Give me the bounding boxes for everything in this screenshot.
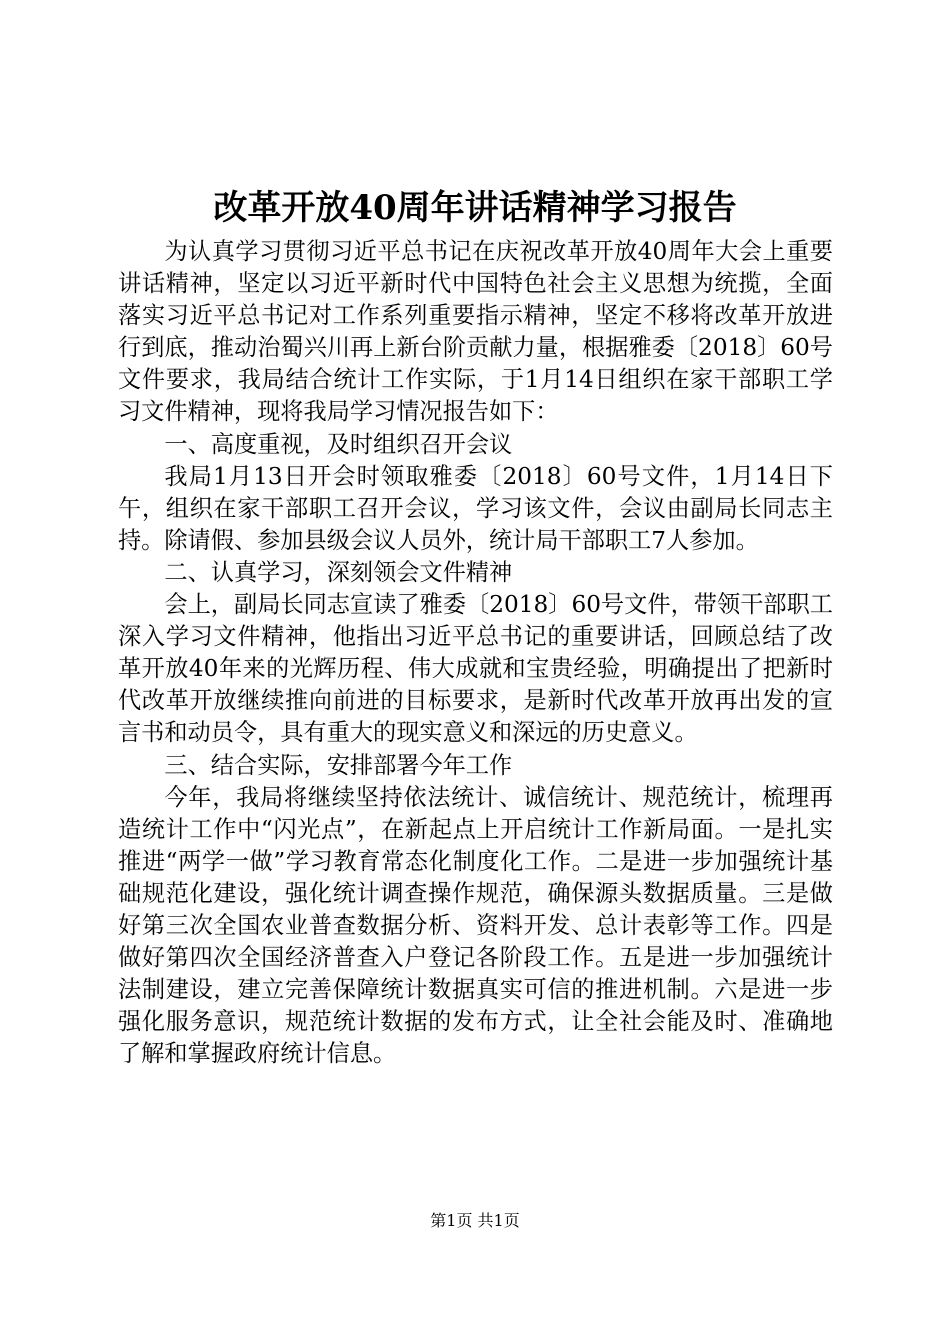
- section-heading-2: 二、认真学习，深刻领会文件精神: [164, 558, 513, 586]
- section-paragraph-3: 今年，我局将继续坚持依法统计、诚信统计、规范统计，梳理再造统计工作中“闪光点”，在新起点上开启统计工作新局面。一是扎实推进“两学一做”学习教育常态化制度化工作。二是进一步加强统计基础规范化建设，强化统计调查操作规范，确保源头数据质量。三是做好第三次全国农业普查数据分析、资料开发、总计表彰等工作。四是做好第四次全国经济普查入户登记各阶段工作。五是进一步加强统计法制建设，建立完善保障统计数据真实可信的推进机制。六是进一步强化服务意识，规范统计数据的发布方式，让全社会能及时、准确地了解和掌握政府统计信息。: [118, 783, 833, 1068]
- section-paragraph-2: 会上，副局长同志宣读了雅委〔2018〕60号文件，带领干部职工深入学习文件精神，他指出习近平总书记的重要讲话，回顾总结了改革开放40年来的光辉历程、伟大成就和宝贵经验，明确提出了把新时代改革开放继续推向前进的目标要求，是新时代改革开放再出发的宣言书和动员令，具有重大的现实意义和深远的历史意义。: [118, 591, 833, 747]
- section-heading-3: 三、结合实际，安排部署今年工作: [164, 751, 513, 779]
- page-footer: 第1页 共1页: [430, 1211, 520, 1230]
- intro-paragraph: 为认真学习贯彻习近平总书记在庆祝改革开放40周年大会上重要讲话精神，坚定以习近平新时代中国特色社会主义思想为统揽，全面落实习近平总书记对工作系列重要指示精神，坚定不移将改革开放进行到底，推动治蜀兴川再上新台阶贡献力量，根据雅委〔2018〕60号文件要求，我局结合统计工作实际，于1月14日组织在家干部职工学习文件精神，现将我局学习情况报告如下：: [118, 238, 833, 426]
- document-body: [118, 236, 833, 1070]
- section-paragraph-1: 我局1月13日开会时领取雅委〔2018〕60号文件，1月14日下午，组织在家干部职工召开会议，学习该文件，会议由副局长同志主持。除请假、参加县级会议人员外，统计局干部职工7人参加。: [118, 462, 833, 554]
- document-title: 改革开放40周年讲话精神学习报告: [213, 188, 737, 228]
- section-heading-1: 一、高度重视，及时组织召开会议: [164, 430, 513, 458]
